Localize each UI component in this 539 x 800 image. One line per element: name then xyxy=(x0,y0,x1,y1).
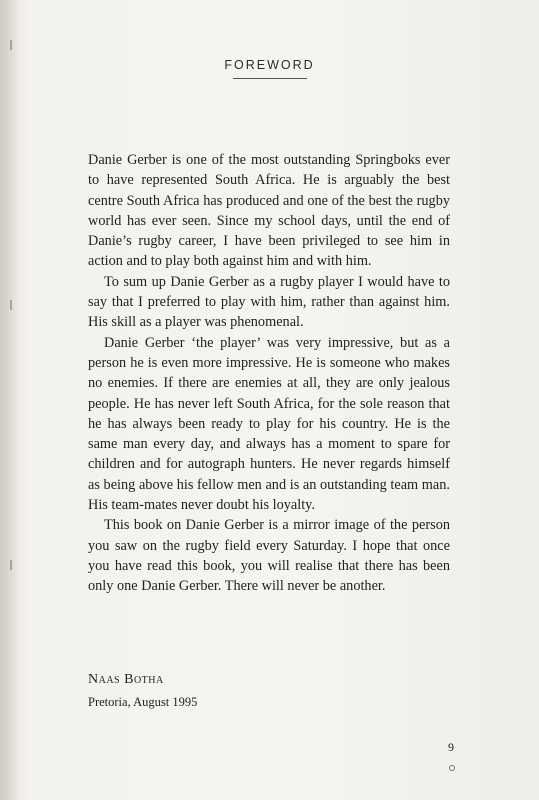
place-date: Pretoria, August 1995 xyxy=(88,695,198,709)
foreword-body xyxy=(88,150,450,597)
page-number: 9 xyxy=(448,740,454,754)
paragraph-2: To sum up Danie Gerber as a rugby player I would have to say that I preferred to play with him, rather than against him. His skill as a player was phenomenal. xyxy=(88,273,450,331)
paragraph-1: Danie Gerber is one of the most outstanding Springboks ever to have represented South Africa. He is arguably the best centre South Africa has produced and one of the best the rugby world has ever seen. Since my school days, until the end of Danie’s rugby career, I have been privileged to see him in action and to play both against him and with him. xyxy=(88,152,450,270)
binding-stitch xyxy=(10,560,12,570)
page-dot-mark xyxy=(449,765,455,771)
running-header xyxy=(0,58,539,79)
binding-stitch xyxy=(10,40,12,50)
paragraph-3: Danie Gerber ‘the player’ was very impressive, but as a person he is even more impressive. He is someone who makes no enemies. If there are enemies at all, they are only jealous people. He has never left South Africa, for the sole reason that he has always been ready to play for his country. He is the same man every day, and always has a moment to spare for children and for autograph hunters. He never regards himself as being above his fellow men and is an outstanding team man. His team-mates never doubt his loyalty. xyxy=(88,334,450,514)
paragraph-4: This book on Danie Gerber is a mirror image of the person you saw on the rugby field every Saturday. I hope that once you have read this book, you will realise that there has been only one Danie Gerber. There will never be another. xyxy=(88,517,450,595)
page-spine-shadow xyxy=(0,0,20,800)
header-underline xyxy=(233,78,307,79)
section-title: FOREWORD xyxy=(224,58,315,72)
author-signature: Naas Botha xyxy=(88,672,164,687)
binding-stitch xyxy=(10,300,12,310)
